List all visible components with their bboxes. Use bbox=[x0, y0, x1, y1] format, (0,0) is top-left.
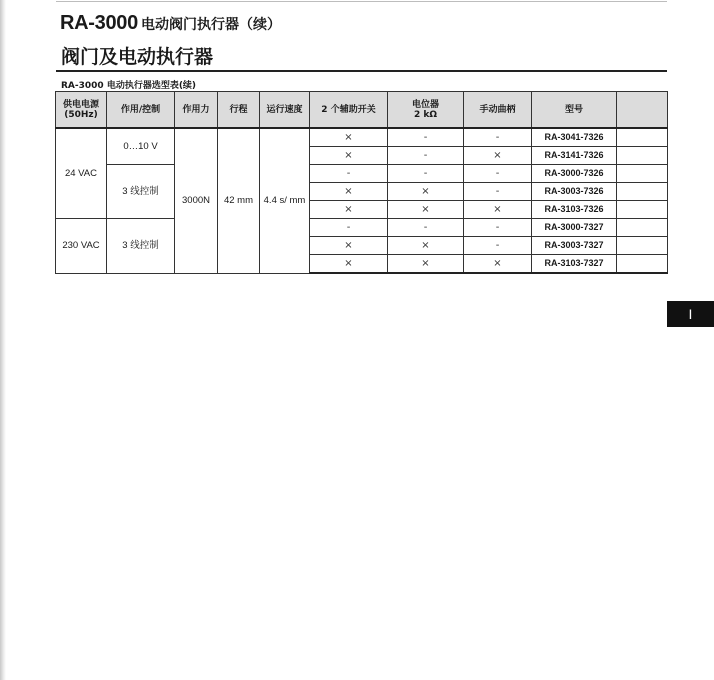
cell-extra bbox=[617, 201, 668, 219]
cell-pot: × bbox=[388, 237, 464, 255]
cell-extra bbox=[617, 165, 668, 183]
table-row bbox=[56, 219, 668, 237]
cell-extra bbox=[617, 219, 668, 237]
cell-hand: - bbox=[464, 128, 532, 147]
cell-hand: × bbox=[464, 255, 532, 274]
cell-aux: × bbox=[310, 147, 388, 165]
cell-aux: × bbox=[310, 255, 388, 274]
header-potentiometer bbox=[388, 92, 464, 129]
cell-model: RA-3000-7327 bbox=[532, 219, 617, 237]
cell-hand: - bbox=[464, 165, 532, 183]
cell-hand: - bbox=[464, 219, 532, 237]
selection-table bbox=[55, 91, 668, 274]
table-row bbox=[56, 128, 668, 147]
cell-supply-230vac: 230 VAC bbox=[56, 219, 107, 274]
cell-control-3wire-230v: 3 线控制 bbox=[107, 219, 175, 274]
cell-control-3wire-24v: 3 线控制 bbox=[107, 165, 175, 219]
cell-model: RA-3103-7327 bbox=[532, 255, 617, 274]
header-subtitle: 电动阀门执行器（续） bbox=[140, 17, 281, 33]
cell-stroke: 42 mm bbox=[218, 128, 260, 273]
header-pot-line1: 电位器 bbox=[411, 99, 439, 110]
cell-hand: - bbox=[464, 183, 532, 201]
table-header-row bbox=[56, 92, 668, 129]
cell-aux: × bbox=[310, 183, 388, 201]
cell-pot: - bbox=[388, 165, 464, 183]
top-rule bbox=[56, 1, 667, 2]
header-control: 作用/控制 bbox=[107, 92, 175, 129]
cell-extra bbox=[617, 128, 668, 147]
cell-pot: × bbox=[388, 183, 464, 201]
cell-hand: × bbox=[464, 201, 532, 219]
cell-extra bbox=[617, 255, 668, 274]
cell-pot: - bbox=[388, 128, 464, 147]
cell-extra bbox=[617, 237, 668, 255]
header-force: 作用力 bbox=[175, 92, 218, 129]
cell-model: RA-3041-7326 bbox=[532, 128, 617, 147]
header-pot-line2: 2 kΩ bbox=[413, 109, 438, 120]
cell-extra bbox=[617, 147, 668, 165]
cell-pot: × bbox=[388, 201, 464, 219]
cell-control-0-10v: 0…10 V bbox=[107, 128, 175, 165]
cell-supply-24vac: 24 VAC bbox=[56, 128, 107, 219]
title-rule bbox=[56, 70, 667, 72]
cell-aux: - bbox=[310, 165, 388, 183]
cell-hand: - bbox=[464, 237, 532, 255]
header-handwheel: 手动曲柄 bbox=[464, 92, 532, 129]
table-row bbox=[56, 165, 668, 183]
header-stroke: 行程 bbox=[218, 92, 260, 129]
cell-aux: × bbox=[310, 237, 388, 255]
cell-speed: 4.4 s/ mm bbox=[260, 128, 310, 273]
cell-aux: × bbox=[310, 128, 388, 147]
cell-model: RA-3141-7326 bbox=[532, 147, 617, 165]
header-supply-line1: 供电电源 bbox=[62, 99, 99, 110]
cell-extra bbox=[617, 183, 668, 201]
cell-model: RA-3000-7326 bbox=[532, 165, 617, 183]
cell-force: 3000N bbox=[175, 128, 218, 273]
table-caption: RA-3000 电动执行器选型表(续) bbox=[61, 81, 197, 91]
section-title: 阀门及电动执行器 bbox=[61, 46, 214, 68]
header-speed: 运行速度 bbox=[260, 92, 310, 129]
header-model: 型号 bbox=[532, 92, 617, 129]
header-supply bbox=[56, 92, 107, 129]
page-header bbox=[60, 12, 281, 35]
cell-pot: - bbox=[388, 219, 464, 237]
cell-hand: × bbox=[464, 147, 532, 165]
cell-model: RA-3103-7326 bbox=[532, 201, 617, 219]
header-extra bbox=[617, 92, 668, 129]
page-edge-shadow bbox=[0, 0, 6, 680]
cell-model: RA-3003-7326 bbox=[532, 183, 617, 201]
cell-pot: × bbox=[388, 255, 464, 274]
cell-model: RA-3003-7327 bbox=[532, 237, 617, 255]
cell-aux: - bbox=[310, 219, 388, 237]
cell-aux: × bbox=[310, 201, 388, 219]
header-aux-switch: 2 个辅助开关 bbox=[310, 92, 388, 129]
header-supply-line2: (50Hz) bbox=[64, 109, 98, 120]
chapter-tab-marker: I bbox=[667, 301, 714, 327]
header-model: RA-3000 bbox=[60, 12, 138, 34]
cell-pot: - bbox=[388, 147, 464, 165]
